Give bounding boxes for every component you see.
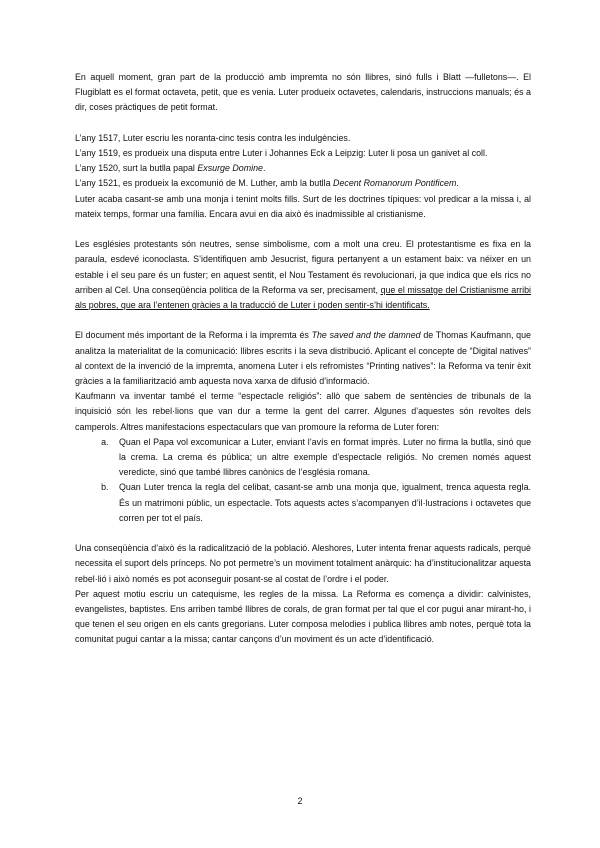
- list-item: a. Quan el Papa vol excomunicar a Luter, enviant l’avís en format imprès. Luter no firma la butlla, sinó que la crema. La crema és pública; un altre exemple d’espectacle religiós. No cremen només aquest veredicte, sinó que també llibres canònics de l’església romana.: [111, 435, 531, 481]
- page-number: 2: [297, 796, 303, 806]
- paragraph-kaufmann-document: [75, 328, 531, 389]
- document-body: [75, 70, 531, 648]
- paragraph-document-rest: de Thomas Kaufmann, que analitza la materialitat de la comunicació: llibres escrits i la seva distribució. Aplicant el concepte de “Digital natives” al context de la invenció de la impremta, anomena Luter i els refromistes “Printing natives”: la Reforma va tenir èxit gràcies a la familiarització amb aquesta nova xarxa de difusió d’informació.: [75, 330, 531, 387]
- paragraph-churches: [75, 237, 531, 313]
- timeline-1520: [75, 161, 531, 176]
- timeline-1520-text: L’any 1520, surt la butlla papal: [75, 163, 198, 174]
- timeline-1521-text: L’any 1521, es produeix la excomunió de M. Luther, amb la butlla: [75, 178, 334, 189]
- paragraph-marriage: Luter acaba casant-se amb una monja i tenint molts fills. Surt de les doctrines típiques: vol predicar a la missa i, al mateix temps, formar una família. Encara avui en dia això és inadmissible al cristianisme.: [75, 193, 531, 219]
- paragraph-spacer: [75, 526, 531, 541]
- paragraph-churches-text: Les esglésies protestants són neutres, sense simbolisme, com a molt una creu. El protestantisme es fixa en la paraula, esdevé iconoclasta. S’identifiquen amb Jesucrist, figura pertanyent a un estament baix: va néixer en un estable i el seu pare és un fuster; en aquest sentit, el Nou Testament és revolucionari, ja que indica que els rics no arriben al Cel. Una conseqüència política de la Reforma va ser, precisament,: [75, 239, 531, 295]
- paragraph-spacer: [75, 222, 531, 237]
- timeline-1520-end: .: [262, 163, 266, 174]
- list-item: b. Quan Luter trenca la regla del celibat, casant-se amb una monja que, igualment, trenca aquesta regla. És un matrimoni públic, un espectacle. Tots aquests actes s’acompanyen d’il·lustracions i octavetes que corren per tot el país.: [111, 480, 531, 526]
- timeline-1519: L’any 1519, es produeix una disputa entre Luter i Johannes Eck a Leipzig: Luter li posa un ganivet al coll.: [75, 148, 488, 158]
- paragraph-spacer: [75, 313, 531, 328]
- paragraph-radicalization: Una conseqüència d’això és la radicalització de la població. Aleshores, Luter intenta frenar aquests radicals, perquè necessita el suport dels prínceps. No pot permetre’s un moviment totalment anàrquic: ha d’institucionalitzar aquesta rebel·lió i això només es pot aconseguir posant-se al costat de l’ordre i el poder.: [75, 543, 531, 584]
- book-title: The saved and the damned: [311, 330, 421, 341]
- paragraph-religious-spectacle: Kaufmann va inventar també el terme “espectacle religiós”: allò que sabem de sentències de tribunals de la inquisició són les rebel·lions que van dur a terme la gent del carrer. Algunes d’aquestes són revoltes dels camperols. Altres manifestacions espectaculars que van promoure la reforma de Luter foren:: [75, 391, 531, 432]
- spectacle-list: [75, 435, 531, 526]
- underlined-conclusion: que el missatge del Cristianisme arribi als pobres, que ara l’entenen gràcies a la traducció de Luter i poden sentir-s’hi identificats.: [75, 284, 532, 311]
- paragraph-pamphlets: En aquell moment, gran part de la producció amb impremta no són llibres, sinó fulls i Blatt —fulletons—. El Flugiblatt es el format octaveta, petit, que es venia. Luter produeix octavetes, calendaris, instruccions manuals; és a dir, coses pràctiques de petit format.: [75, 72, 531, 113]
- timeline-1521: [75, 176, 531, 191]
- paragraph-catechism: Per aquest motiu escriu un catequisme, les regles de la missa. La Reforma es comença a dividir: calvinistes, evangelistes, baptistes. Ens arriben també llibres de corals, de gran format per tal que el cor pugui anar mirant-ho, i que tenen el seu origen en els cants gregorians. Luter composa melodies i publica llibres amb notes, perquè tota la comunitat pugui cantar a la missa; cantar cançons d’un moviment és un acte d’identificació.: [75, 588, 531, 645]
- bull-title-exsurge: Exsurge Domine: [197, 163, 263, 174]
- paragraph-document-text: El document més important de la Reforma i la impremta és: [75, 330, 312, 341]
- paragraph-spacer: [75, 116, 531, 131]
- timeline-1517: L’any 1517, Luter escriu les noranta-cinc tesis contra les indulgències.: [75, 132, 351, 143]
- timeline-1521-end: .: [456, 178, 459, 189]
- bull-title-decent: Decent Romanorum Pontificem: [333, 178, 457, 189]
